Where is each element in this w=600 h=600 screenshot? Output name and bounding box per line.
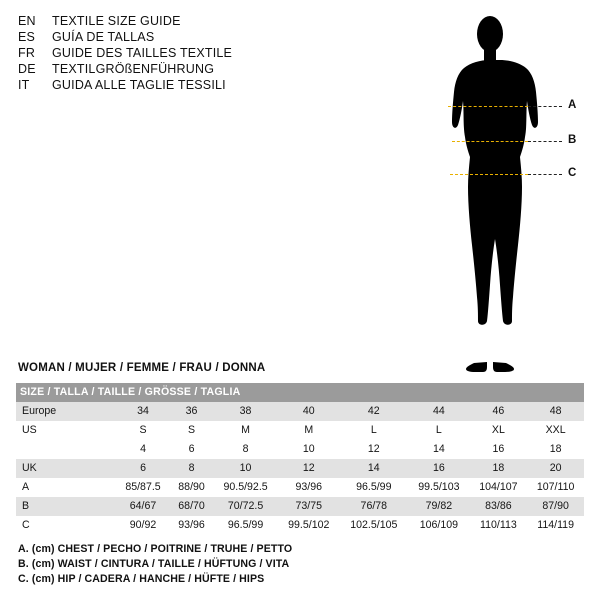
cell: 16	[470, 440, 528, 459]
figure-diagram	[400, 8, 590, 373]
cell: 18	[470, 459, 528, 478]
measure-label-c: C	[568, 167, 577, 179]
section-heading-woman: WOMAN / MUJER / FEMME / FRAU / DONNA	[18, 362, 266, 374]
cell: 76/78	[339, 497, 408, 516]
table-row	[16, 516, 584, 535]
female-silhouette-icon	[430, 8, 550, 373]
cell: 8	[213, 440, 278, 459]
table-row	[16, 402, 584, 421]
title-lang-it: IT	[18, 78, 30, 92]
table-row	[16, 421, 584, 440]
measure-label-a: A	[568, 99, 577, 111]
measure-line-a-pointer	[528, 106, 562, 107]
cell: 87/90	[527, 497, 584, 516]
cell: 14	[339, 459, 408, 478]
cell: 6	[116, 459, 170, 478]
title-lang-de: DE	[18, 62, 36, 76]
row-label: US	[16, 421, 116, 440]
cell: 34	[116, 402, 170, 421]
cell: 93/96	[170, 516, 213, 535]
cell: 44	[408, 402, 469, 421]
title-lang-fr: FR	[18, 46, 36, 60]
measure-line-c-pointer	[528, 174, 562, 175]
legend-item-b: B. (cm) WAIST / CINTURA / TAILLE / HÜFTUNG / VITA	[18, 558, 290, 570]
cell: 46	[470, 402, 528, 421]
cell: 90.5/92.5	[213, 478, 278, 497]
title-text-es: GUÍA DE TALLAS	[52, 30, 155, 44]
cell: 6	[170, 440, 213, 459]
title-text-fr: GUIDE DES TAILLES TEXTILE	[52, 46, 233, 60]
cell: 99.5/102	[278, 516, 339, 535]
cell: XXL	[527, 421, 584, 440]
cell: 14	[408, 440, 469, 459]
legend-item-c: C. (cm) HIP / CADERA / HANCHE / HÜFTE / HIPS	[18, 573, 265, 585]
cell: 8	[170, 459, 213, 478]
measure-line-c-accent	[450, 174, 528, 175]
cell: XL	[470, 421, 528, 440]
measure-label-b: B	[568, 134, 577, 146]
cell: 85/87.5	[116, 478, 170, 497]
cell: 12	[339, 440, 408, 459]
cell: 79/82	[408, 497, 469, 516]
cell: S	[170, 421, 213, 440]
title-lang-es: ES	[18, 30, 36, 44]
measure-line-b-pointer	[528, 141, 562, 142]
cell: 4	[116, 440, 170, 459]
cell: 42	[339, 402, 408, 421]
row-label	[16, 440, 116, 459]
cell: 18	[527, 440, 584, 459]
cell: 83/86	[470, 497, 528, 516]
cell: 36	[170, 402, 213, 421]
title-row	[18, 62, 348, 76]
legend-item-a: A. (cm) CHEST / PECHO / POITRINE / TRUHE / PETTO	[18, 543, 293, 555]
cell: 88/90	[170, 478, 213, 497]
cell: S	[116, 421, 170, 440]
cell: 93/96	[278, 478, 339, 497]
table-row	[16, 459, 584, 478]
cell: 106/109	[408, 516, 469, 535]
row-label: UK	[16, 459, 116, 478]
cell: 114/119	[527, 516, 584, 535]
cell: L	[339, 421, 408, 440]
cell: 99.5/103	[408, 478, 469, 497]
cell: L	[408, 421, 469, 440]
table-row	[16, 440, 584, 459]
size-table	[16, 383, 584, 535]
title-text-de: TEXTILGRÖßENFÜHRUNG	[52, 62, 215, 76]
cell: 12	[278, 459, 339, 478]
title-row	[18, 46, 348, 60]
title-text-it: GUIDA ALLE TAGLIE TESSILI	[52, 78, 226, 92]
cell: 90/92	[116, 516, 170, 535]
cell: 107/110	[527, 478, 584, 497]
table-row	[16, 478, 584, 497]
cell: 38	[213, 402, 278, 421]
title-row	[18, 78, 348, 92]
row-label: B	[16, 497, 116, 516]
cell: 16	[408, 459, 469, 478]
table-row	[16, 497, 584, 516]
table-header-row	[16, 383, 584, 402]
cell: 20	[527, 459, 584, 478]
row-label: A	[16, 478, 116, 497]
row-label: Europe	[16, 402, 116, 421]
cell: 102.5/105	[339, 516, 408, 535]
measure-line-a-accent	[448, 106, 528, 107]
cell: 68/70	[170, 497, 213, 516]
cell: 64/67	[116, 497, 170, 516]
cell: M	[213, 421, 278, 440]
title-row	[18, 14, 348, 28]
measure-line-b-accent	[452, 141, 528, 142]
cell: 70/72.5	[213, 497, 278, 516]
cell: 10	[213, 459, 278, 478]
cell: 40	[278, 402, 339, 421]
title-text-en: TEXTILE SIZE GUIDE	[52, 14, 181, 28]
table-header-label: SIZE / TALLA / TAILLE / GRÖSSE / TAGLIA	[16, 383, 584, 402]
cell: 73/75	[278, 497, 339, 516]
cell: 96.5/99	[213, 516, 278, 535]
row-label: C	[16, 516, 116, 535]
measurement-legend	[18, 543, 292, 588]
cell: 110/113	[470, 516, 528, 535]
cell: 10	[278, 440, 339, 459]
title-block	[18, 14, 348, 94]
cell: M	[278, 421, 339, 440]
title-lang-en: EN	[18, 14, 36, 28]
title-row	[18, 30, 348, 44]
cell: 48	[527, 402, 584, 421]
cell: 104/107	[470, 478, 528, 497]
cell: 96.5/99	[339, 478, 408, 497]
